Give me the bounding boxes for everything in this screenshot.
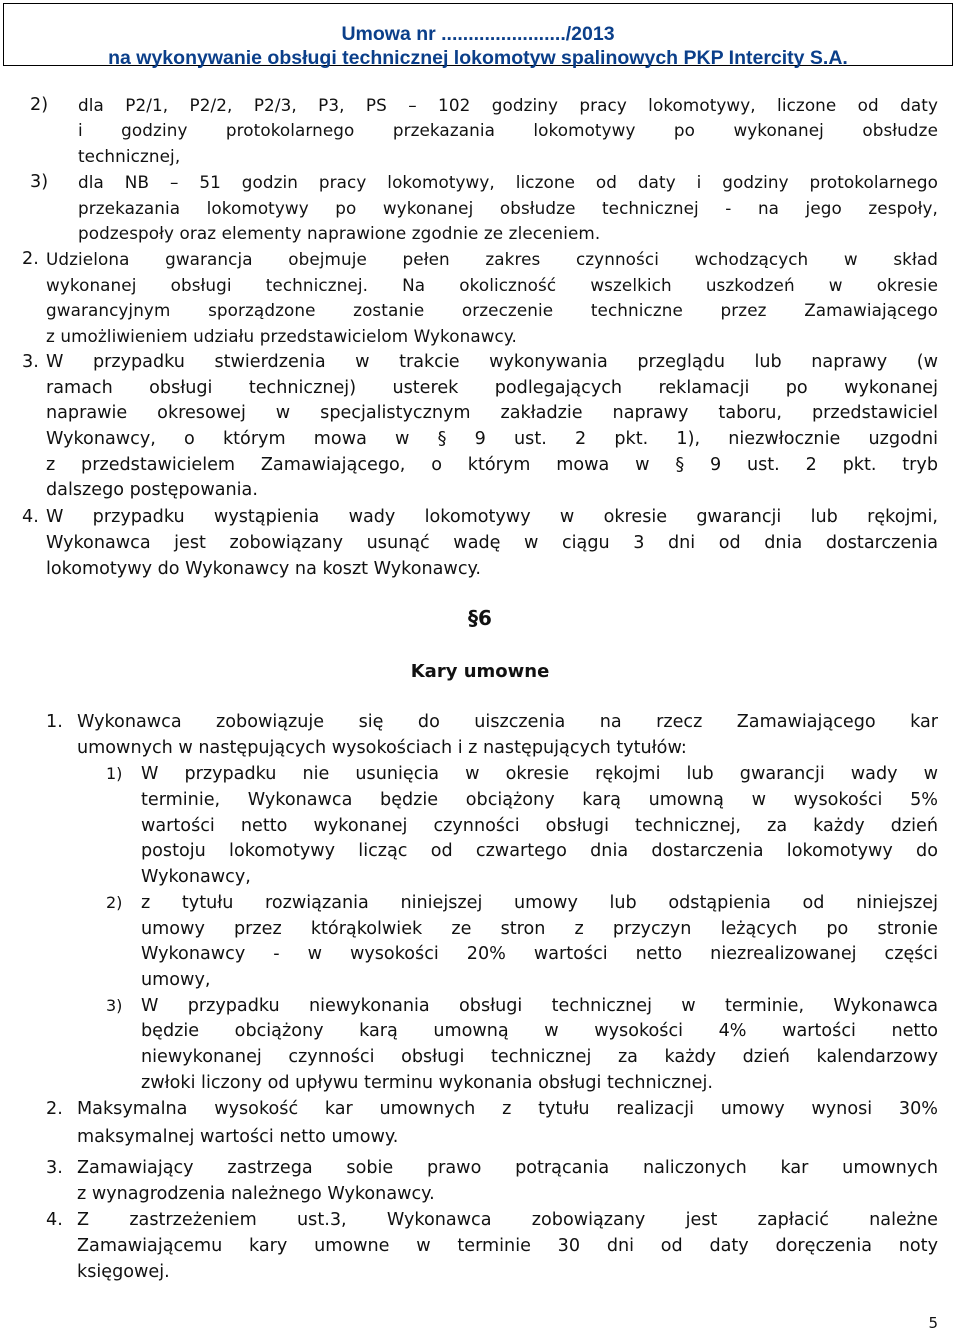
sub-item-line: Wykonawcy - w wysokości 20% wartości netto niezrealizowanej części bbox=[141, 944, 938, 964]
paragraph-line: księgowej. bbox=[77, 1262, 170, 1282]
section-symbol: § bbox=[468, 606, 479, 630]
paragraph-line: Zamawiający zastrzega sobie prawo potrącania naliczonych kar umownych bbox=[77, 1158, 938, 1178]
paragraph-line: ramach obsługi technicznej) usterek podlegających reklamacji po wykonanej bbox=[46, 378, 938, 398]
sub-item-line: W przypadku niewykonania obsługi technicznej w terminie, Wykonawca bbox=[141, 996, 938, 1016]
sub-item-line: niewykonanej czynności obsługi technicznej za każdy dzień kalendarzowy bbox=[141, 1047, 938, 1067]
paragraph-line: Wykonawca zobowiązuje się do uiszczenia na rzecz Zamawiającego kar bbox=[77, 712, 938, 732]
list-item-line: przekazania lokomotywy po wykonanej obsłudze technicznej - na jego zespoły, bbox=[78, 198, 938, 218]
sub-item-line: Wykonawcy, bbox=[141, 867, 251, 887]
paragraph-line: Udzielona gwarancja obejmuje pełen zakres czynności wchodzących w skład bbox=[46, 249, 938, 269]
paragraph-number: 3. bbox=[22, 352, 39, 372]
paragraph-number: 4. bbox=[22, 507, 39, 527]
paragraph-line: umownych w następujących wysokościach i z następujących tytułów: bbox=[77, 738, 687, 758]
paragraph-line: W przypadku stwierdzenia w trakcie wykonywania przeglądu lub naprawy (w bbox=[46, 352, 938, 372]
list-item-line: podzespoły oraz elementy naprawione zgodnie ze zleceniem. bbox=[78, 223, 601, 243]
list-item-number: 2) bbox=[30, 95, 49, 115]
paragraph-number: 4. bbox=[46, 1210, 63, 1230]
paragraph-line: Zamawiającemu kary umowne w terminie 30 dni od daty doręczenia noty bbox=[77, 1236, 938, 1256]
sub-item-line: postoju lokomotywy licząc od czwartego dnia dostarczenia lokomotywy do bbox=[141, 841, 938, 861]
sub-item-line: zwłoki liczony od upływu terminu wykonania obsługi technicznej. bbox=[141, 1073, 713, 1093]
section-number bbox=[0, 606, 960, 630]
paragraph-number: 2. bbox=[22, 249, 39, 269]
paragraph-line: z umożliwieniem udziału przedstawicielom Wykonawcy. bbox=[46, 326, 517, 346]
sub-item-line: będzie obciążony karą umowną w wysokości 4% wartości netto bbox=[141, 1021, 938, 1041]
paragraph-line: dalszego postępowania. bbox=[46, 480, 258, 500]
paragraph-number: 2. bbox=[46, 1099, 63, 1119]
paragraph-line: lokomotywy do Wykonawcy na koszt Wykonawcy. bbox=[46, 559, 481, 579]
list-item-line: i godziny protokolarnego przekazania lokomotywy po wykonanej obsłudze bbox=[78, 120, 938, 140]
paragraph-line: gwarancyjnym sporządzone zostanie orzeczenie techniczne przez Zamawiającego bbox=[46, 300, 938, 320]
section-number-value: 6 bbox=[478, 606, 492, 630]
header-title: Umowa nr ......................./2013 bbox=[341, 23, 615, 45]
paragraph-line: Wykonawcy, o którym mowa w § 9 ust. 2 pkt. 1), niezwłocznie uzgodni bbox=[46, 429, 938, 449]
section-title: Kary umowne bbox=[410, 661, 550, 682]
sub-item-line: z tytułu rozwiązania niniejszej umowy lub odstąpienia od niniejszej bbox=[141, 893, 938, 913]
sub-item-line: W przypadku nie usunięcia w okresie rękojmi lub gwarancji wady w bbox=[141, 764, 938, 784]
paragraph-line: naprawie okresowej w specjalistycznym zakładzie naprawy taboru, przedstawiciel bbox=[46, 403, 938, 423]
sub-item-line: wartości netto wykonanej czynności obsługi technicznej, za każdy dzień bbox=[141, 816, 938, 836]
sub-item-line: terminie, Wykonawca będzie obciążony karą umowną w wysokości 5% bbox=[141, 790, 938, 810]
sub-item-number: 2) bbox=[106, 893, 123, 912]
sub-item-number: 1) bbox=[106, 764, 123, 783]
paragraph-line: z przedstawicielem Zamawiającego, o którym mowa w § 9 ust. 2 pkt. tryb bbox=[46, 455, 938, 475]
paragraph-number: 1. bbox=[46, 712, 63, 732]
paragraph-line: maksymalnej wartości netto umowy. bbox=[77, 1127, 399, 1147]
paragraph-line: Maksymalna wysokość kar umownych z tytułu realizacji umowy wynosi 30% bbox=[77, 1099, 938, 1119]
page-number: 5 bbox=[928, 1314, 938, 1332]
list-item-line: dla P2/1, P2/2, P2/3, P3, PS – 102 godziny pracy lokomotywy, liczone od daty bbox=[78, 95, 938, 115]
paragraph-line: z wynagrodzenia należnego Wykonawcy. bbox=[77, 1184, 435, 1204]
paragraph-line: wykonanej obsługi technicznej. Na okoliczność wszelkich uszkodzeń w okresie bbox=[46, 275, 938, 295]
list-item-line: dla NB – 51 godzin pracy lokomotywy, liczone od daty i godziny protokolarnego bbox=[78, 172, 938, 192]
paragraph-line: W przypadku wystąpienia wady lokomotywy w okresie gwarancji lub rękojmi, bbox=[46, 507, 938, 527]
sub-item-line: umowy, bbox=[141, 970, 211, 990]
list-item-line: technicznej, bbox=[78, 146, 181, 166]
header-subtitle: na wykonywanie obsługi technicznej lokomotyw spalinowych PKP Intercity S.A. bbox=[108, 47, 848, 69]
sub-item-number: 3) bbox=[106, 996, 123, 1015]
list-item-number: 3) bbox=[30, 172, 49, 192]
sub-item-line: umowy przez którąkolwiek ze stron z przyczyn leżących po stronie bbox=[141, 919, 938, 939]
paragraph-line: Z zastrzeżeniem ust.3, Wykonawca zobowiązany jest zapłacić należne bbox=[77, 1210, 938, 1230]
paragraph-line: Wykonawca jest zobowiązany usunąć wadę w ciągu 3 dni od dnia dostarczenia bbox=[46, 533, 938, 553]
paragraph-number: 3. bbox=[46, 1158, 63, 1178]
